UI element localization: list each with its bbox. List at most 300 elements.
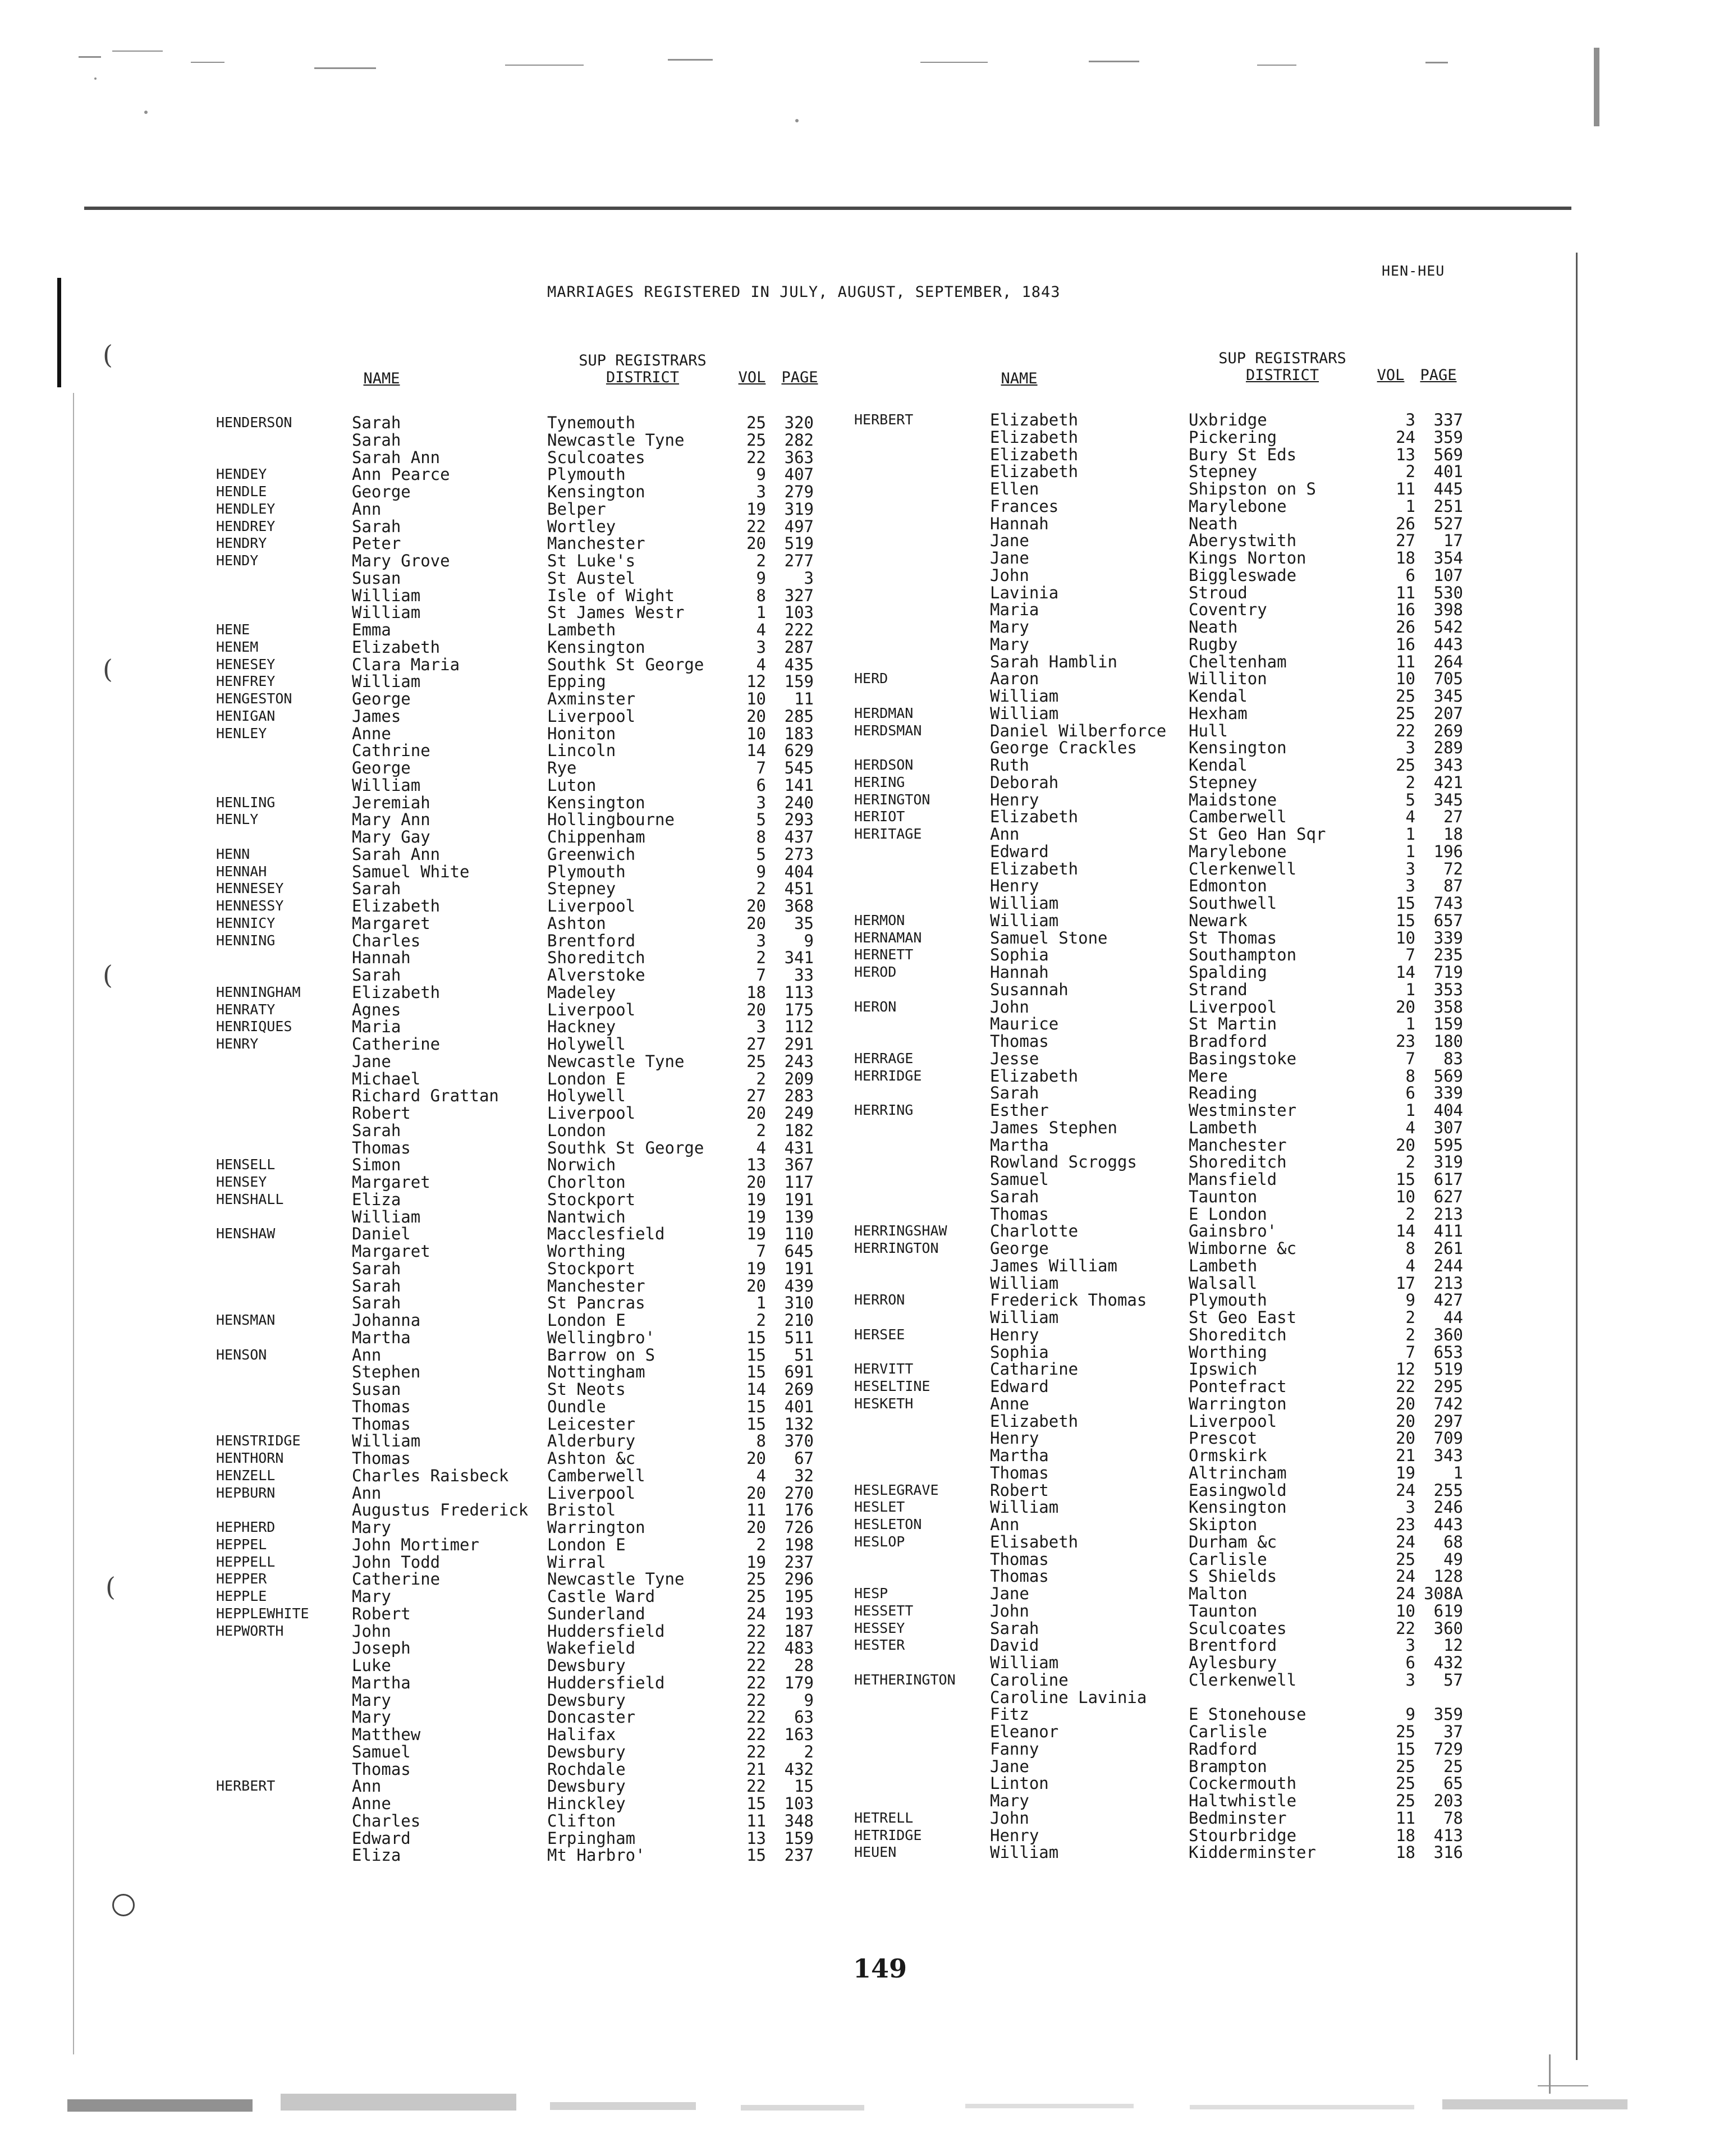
entry-district: London E (547, 1535, 626, 1554)
entry-surname: HENLEY (216, 725, 267, 741)
margin-paren-mark: ( (103, 960, 113, 990)
entry-volume: 17 (1396, 1273, 1415, 1293)
entry-row (854, 619, 1477, 636)
entry-volume: 20 (746, 1518, 766, 1537)
entry-surname: HEPPEL (216, 1536, 267, 1553)
entry-volume: 2 (756, 879, 766, 899)
entry-row (854, 1430, 1477, 1447)
entry-page: 343 (1433, 1446, 1463, 1465)
entry-row (216, 1432, 833, 1450)
entry-volume: 2 (756, 551, 766, 570)
entry-district: Liverpool (547, 1104, 636, 1123)
entry-volume: 19 (746, 499, 766, 519)
entry-given-name: Simon (352, 1155, 401, 1175)
punch-hole-mark (112, 1894, 135, 1916)
entry-page: 291 (784, 1034, 814, 1054)
entry-row (854, 774, 1477, 791)
entry-volume: 21 (1396, 1446, 1415, 1465)
entry-district: Bristol (547, 1500, 616, 1520)
entry-row (216, 1156, 833, 1174)
entry-page: 103 (784, 1794, 814, 1813)
entry-volume: 9 (1405, 1705, 1415, 1724)
entry-row (216, 1743, 833, 1761)
entry-page: 320 (784, 413, 814, 432)
entry-row (854, 722, 1477, 740)
entry-row (854, 1240, 1477, 1257)
entry-district: Tynemouth (547, 413, 636, 432)
entry-row (216, 984, 833, 1001)
margin-paren-mark: ( (106, 1572, 116, 1602)
entry-volume: 19 (746, 1224, 766, 1244)
entry-district: Brentford (1189, 1636, 1277, 1655)
entry-surname: HERMON (854, 912, 905, 928)
entry-given-name: William (990, 1653, 1059, 1672)
entry-volume: 6 (756, 775, 766, 795)
right-edge-line (1576, 253, 1578, 2060)
entry-volume: 24 (1396, 427, 1415, 447)
entry-volume: 27 (1396, 531, 1415, 551)
entry-volume: 7 (756, 965, 766, 985)
entry-page: 743 (1433, 894, 1463, 913)
entry-row (216, 1450, 833, 1467)
entry-district: Hinckley (547, 1794, 626, 1813)
entry-surname: HESP (854, 1585, 888, 1601)
entry-district: Chippenham (547, 827, 645, 846)
entry-page: 709 (1433, 1429, 1463, 1448)
entry-row (216, 1363, 833, 1381)
entry-district: St James Westr (547, 603, 685, 622)
entry-page: 25 (1443, 1756, 1463, 1776)
entry-row (854, 1413, 1477, 1430)
entry-page: 354 (1433, 548, 1463, 567)
entry-volume: 7 (756, 1242, 766, 1261)
entry-row (216, 1087, 833, 1105)
entry-district: Newark (1189, 910, 1248, 930)
entry-page: 360 (1433, 1325, 1463, 1344)
entry-district: St Pancras (547, 1293, 645, 1313)
entry-surname: HENRATY (216, 1001, 276, 1018)
entry-row (216, 1278, 833, 1295)
entry-row (854, 1672, 1477, 1689)
entry-volume: 27 (746, 1034, 766, 1054)
entry-given-name: William (352, 672, 421, 692)
entry-page: 2 (804, 1742, 814, 1761)
entry-page: 421 (1433, 772, 1463, 792)
entry-volume: 24 (1396, 1584, 1415, 1603)
entry-surname: HENDERSON (216, 414, 292, 431)
entry-page: 545 (784, 758, 814, 777)
entry-volume: 15 (746, 1794, 766, 1813)
entry-row (854, 1137, 1477, 1154)
entry-row (854, 1084, 1477, 1102)
header-vol: VOL (738, 369, 766, 386)
entry-district: Williton (1189, 669, 1267, 689)
entry-given-name: Samuel (352, 1742, 411, 1761)
entry-district: Huddersfield (547, 1621, 665, 1641)
entry-page: 195 (784, 1587, 814, 1606)
entry-volume: 4 (756, 1138, 766, 1157)
entry-row (216, 1347, 833, 1364)
entry-district: Camberwell (547, 1466, 645, 1485)
right-entry-column (854, 411, 1477, 1861)
entry-district: Bury St Eds (1189, 445, 1297, 464)
entry-row (854, 1447, 1477, 1464)
entry-page: 437 (784, 827, 814, 846)
entry-row (854, 912, 1477, 930)
entry-surname: HERDMAN (854, 704, 914, 721)
entry-volume: 4 (756, 654, 766, 674)
entry-page: 83 (1443, 1049, 1463, 1068)
entry-volume: 20 (1396, 1394, 1415, 1413)
entry-given-name: William (990, 1308, 1059, 1327)
entry-given-name: Eliza (352, 1846, 401, 1865)
entry-district: Brampton (1189, 1756, 1267, 1776)
entry-row (854, 1015, 1477, 1033)
entry-given-name: Susan (352, 1380, 401, 1399)
entry-page: 107 (1433, 565, 1463, 585)
entry-district: Luton (547, 775, 597, 795)
entry-row (854, 1741, 1477, 1758)
entry-page: 519 (1433, 1359, 1463, 1379)
entry-row (854, 895, 1477, 912)
entry-page: 359 (1433, 427, 1463, 447)
entry-district: St Thomas (1189, 928, 1277, 947)
header-district-line1: SUP REGISTRARS (579, 352, 707, 369)
entry-surname: HENNICY (216, 914, 276, 931)
entry-district: Hull (1189, 721, 1228, 740)
entry-page: 237 (784, 1552, 814, 1572)
entry-district: Carlisle (1189, 1549, 1267, 1569)
entry-row (216, 1519, 833, 1536)
entry-row (854, 1153, 1477, 1171)
entry-volume: 22 (1396, 1377, 1415, 1396)
entry-volume: 3 (1405, 1498, 1415, 1517)
entry-surname: HERON (854, 998, 897, 1015)
entry-volume: 11 (1396, 583, 1415, 602)
entry-page: 15 (794, 1777, 814, 1796)
entry-row (854, 843, 1477, 860)
entry-row (854, 930, 1477, 947)
entry-district: Radford (1189, 1739, 1258, 1759)
entry-row (216, 1243, 833, 1260)
entry-given-name: Charles Raisbeck (352, 1466, 509, 1485)
margin-paren-mark: ( (103, 654, 113, 684)
entry-given-name: Elizabeth (352, 637, 441, 657)
entry-given-name: Richard Grattan (352, 1086, 499, 1106)
entry-row (854, 981, 1477, 999)
entry-volume: 3 (1405, 738, 1415, 758)
entry-row (216, 1709, 833, 1726)
entry-district: Marylebone (1189, 496, 1287, 516)
entry-given-name: William (352, 1207, 421, 1226)
entry-page: 497 (784, 516, 814, 536)
entry-district: Ashton &c (547, 1449, 636, 1468)
entry-surname: HENSTRIDGE (216, 1432, 301, 1449)
entry-given-name: Sarah Ann (352, 844, 441, 864)
entry-volume: 20 (746, 1276, 766, 1296)
entry-volume: 25 (746, 1587, 766, 1606)
entry-given-name: Ruth (990, 756, 1029, 775)
entry-given-name: William (352, 1431, 421, 1451)
entry-given-name: Maria (990, 600, 1039, 620)
left-edge-line (73, 393, 74, 2054)
entry-district: Stepney (547, 879, 616, 899)
entry-page: 282 (784, 430, 814, 450)
entry-district: Southk St George (547, 654, 704, 674)
entry-page: 359 (1433, 1705, 1463, 1724)
entry-volume: 25 (1396, 1722, 1415, 1741)
entry-row (216, 1329, 833, 1347)
entry-page: 222 (784, 620, 814, 639)
entry-volume: 1 (1405, 841, 1415, 861)
entry-surname: HERBERT (854, 411, 914, 428)
entry-given-name: Elizabeth (990, 410, 1079, 429)
entry-given-name: Robert (352, 1604, 411, 1623)
entry-page: 78 (1443, 1808, 1463, 1828)
entry-district: Basingstoke (1189, 1049, 1297, 1068)
entry-district: Lambeth (1189, 1118, 1258, 1137)
entry-row (216, 1502, 833, 1519)
entry-given-name: William (990, 1498, 1059, 1517)
entry-page: 316 (1433, 1843, 1463, 1862)
entry-row (854, 1188, 1477, 1206)
entry-given-name: Thomas (990, 1204, 1049, 1224)
entry-page: 657 (1433, 910, 1463, 930)
entry-volume: 1 (1405, 979, 1415, 999)
entry-given-name: Sarah (352, 1276, 401, 1296)
entry-row (216, 1623, 833, 1640)
entry-given-name: Elisabeth (990, 1532, 1079, 1551)
header-vol: VOL (1377, 367, 1405, 384)
entry-surname: HENZELL (216, 1467, 276, 1484)
header-district-line2: DISTRICT (606, 369, 680, 386)
entry-row (216, 1191, 833, 1209)
entry-given-name: Thomas (990, 1463, 1049, 1482)
entry-surname: HENIGAN (216, 707, 276, 724)
entry-page: 159 (784, 672, 814, 692)
entry-district: Lincoln (547, 741, 616, 761)
entry-given-name: Hannah (352, 948, 411, 968)
entry-surname: HERNAMAN (854, 929, 922, 946)
entry-district: Kensington (547, 482, 645, 501)
entry-district: Gainsbro' (1189, 1221, 1277, 1241)
entry-given-name: John (990, 1601, 1029, 1621)
entry-row (216, 639, 833, 656)
entry-page: 191 (784, 1258, 814, 1278)
entry-volume: 3 (1405, 859, 1415, 878)
entry-row (854, 1706, 1477, 1723)
entry-given-name: Esther (990, 1101, 1049, 1120)
header-district-line1: SUP REGISTRARS (1218, 350, 1346, 367)
entry-row (854, 480, 1477, 498)
entry-page: 203 (1433, 1791, 1463, 1810)
entry-volume: 16 (1396, 634, 1415, 654)
entry-page: 175 (784, 1000, 814, 1019)
entry-page: 511 (784, 1328, 814, 1347)
entry-given-name: Martha (352, 1673, 411, 1692)
entry-given-name: Fanny (990, 1739, 1039, 1759)
entry-page: 398 (1433, 600, 1463, 620)
entry-row (854, 1309, 1477, 1326)
entry-district: Manchester (1189, 1135, 1287, 1155)
entry-page: 261 (1433, 1239, 1463, 1258)
entry-given-name: Deborah (990, 772, 1059, 792)
entry-district: Brentford (547, 931, 636, 950)
entry-district: St Martin (1189, 1014, 1277, 1034)
entry-row (854, 636, 1477, 653)
entry-volume: 12 (1396, 1359, 1415, 1379)
entry-volume: 7 (1405, 945, 1415, 965)
entry-page: 159 (784, 1828, 814, 1848)
entry-row (854, 532, 1477, 550)
entry-volume: 20 (1396, 1411, 1415, 1431)
entry-surname: HENLY (216, 811, 259, 828)
entry-district: Kings Norton (1189, 548, 1306, 567)
entry-volume: 20 (746, 1483, 766, 1503)
entry-row (854, 1378, 1477, 1395)
entry-district: S Shields (1189, 1567, 1277, 1586)
entry-district: Holywell (547, 1034, 626, 1054)
entry-row (216, 1812, 833, 1830)
entry-district: Greenwich (547, 844, 636, 864)
entry-district: Southwell (1189, 894, 1277, 913)
entry-district: Taunton (1189, 1187, 1258, 1206)
entry-page: 213 (1433, 1273, 1463, 1293)
entry-surname: HETRIDGE (854, 1827, 922, 1843)
entry-given-name: Henry (990, 876, 1039, 896)
entry-surname: HERVITT (854, 1361, 914, 1377)
entry-row (216, 1018, 833, 1036)
entry-volume: 1 (1405, 496, 1415, 516)
entry-row (216, 1571, 833, 1588)
entry-district: Stockport (547, 1189, 636, 1209)
entry-district: Dewsbury (547, 1742, 626, 1761)
entry-row (216, 1036, 833, 1053)
entry-surname: HENSHALL (216, 1191, 284, 1207)
entry-district: Newcastle Tyne (547, 1569, 685, 1589)
entry-page: 691 (784, 1362, 814, 1382)
entry-row (216, 1657, 833, 1674)
entry-volume: 3 (756, 1017, 766, 1037)
entry-district: Newcastle Tyne (547, 1051, 685, 1071)
entry-volume: 10 (746, 724, 766, 743)
entry-page: 209 (784, 1069, 814, 1088)
entry-district: St Neots (547, 1380, 626, 1399)
entry-district: Mere (1189, 1066, 1228, 1086)
entry-row (854, 1654, 1477, 1672)
entry-row (854, 1275, 1477, 1292)
entry-surname: HENNAH (216, 863, 267, 880)
entry-district: Rye (547, 758, 577, 777)
entry-row (216, 828, 833, 846)
entry-district: Worthing (547, 1242, 626, 1261)
entry-district: Castle Ward (547, 1587, 655, 1606)
entry-district: Dewsbury (547, 1690, 626, 1710)
entry-volume: 15 (746, 1362, 766, 1382)
entry-page: 404 (784, 862, 814, 881)
entry-given-name: Thomas (352, 1449, 411, 1468)
entry-page: 9 (804, 931, 814, 950)
entry-volume: 22 (746, 1777, 766, 1796)
entry-row (854, 739, 1477, 757)
entry-page: 255 (1433, 1480, 1463, 1500)
entry-row (854, 877, 1477, 895)
entry-row (854, 1534, 1477, 1551)
entry-row (216, 794, 833, 812)
entry-given-name: Jane (990, 531, 1029, 551)
entry-given-name: Elizabeth (990, 859, 1079, 878)
entry-row (216, 604, 833, 621)
entry-page: 358 (1433, 997, 1463, 1017)
entry-volume: 13 (746, 1155, 766, 1175)
entry-row (854, 964, 1477, 981)
entry-page: 179 (784, 1673, 814, 1692)
entry-volume: 11 (1396, 479, 1415, 498)
entry-district: Nantwich (547, 1207, 626, 1226)
header-name: NAME (363, 370, 400, 387)
entry-page: 445 (1433, 479, 1463, 498)
entry-volume: 20 (1396, 1429, 1415, 1448)
entry-page: 401 (1433, 462, 1463, 482)
entry-district: Epping (547, 672, 606, 692)
entry-volume: 25 (1396, 1791, 1415, 1810)
entry-given-name: Fitz (990, 1705, 1029, 1724)
entry-page: 273 (784, 844, 814, 864)
entry-surname: HESELTINE (854, 1378, 930, 1394)
entry-page: 595 (1433, 1135, 1463, 1155)
entry-district: Shipston on S (1189, 479, 1316, 498)
entry-district: Carlisle (1189, 1722, 1267, 1741)
entry-row (854, 1050, 1477, 1068)
entry-row (854, 1344, 1477, 1361)
entry-page: 240 (784, 793, 814, 812)
entry-given-name: Mary (352, 1587, 391, 1606)
entry-given-name: Agnes (352, 1000, 401, 1019)
header-page: PAGE (781, 369, 818, 386)
entry-district: Huddersfield (547, 1673, 665, 1692)
entry-volume: 10 (1396, 1601, 1415, 1621)
entry-volume: 1 (1405, 1101, 1415, 1120)
entry-volume: 2 (756, 948, 766, 968)
entry-volume: 5 (756, 810, 766, 830)
entry-row (216, 777, 833, 794)
entry-district: Hexham (1189, 703, 1248, 723)
entry-given-name: Susannah (990, 979, 1069, 999)
entry-given-name: Matthew (352, 1725, 421, 1744)
entry-given-name: Mary (990, 617, 1029, 637)
entry-surname: HERRAGE (854, 1050, 914, 1066)
entry-surname: HENEM (216, 638, 259, 655)
entry-given-name: Sarah (990, 1083, 1039, 1103)
entry-district: Barrow on S (547, 1345, 655, 1365)
entry-surname: HENNESEY (216, 880, 284, 897)
entry-district: Madeley (547, 982, 616, 1002)
entry-district: Nottingham (547, 1362, 645, 1382)
entry-page: 11 (794, 689, 814, 708)
entry-row (854, 515, 1477, 533)
entry-row (216, 1536, 833, 1554)
entry-volume: 3 (756, 637, 766, 657)
entry-row (854, 670, 1477, 688)
entry-page: 729 (1433, 1739, 1463, 1759)
entry-row (216, 1674, 833, 1692)
entry-given-name: John (352, 1621, 391, 1641)
entry-given-name: Joseph (352, 1638, 411, 1658)
entry-district: Coventry (1189, 600, 1267, 620)
entry-given-name: Sarah (352, 879, 401, 899)
entry-surname: HERIOT (854, 808, 905, 825)
entry-given-name: Hannah (990, 514, 1049, 533)
